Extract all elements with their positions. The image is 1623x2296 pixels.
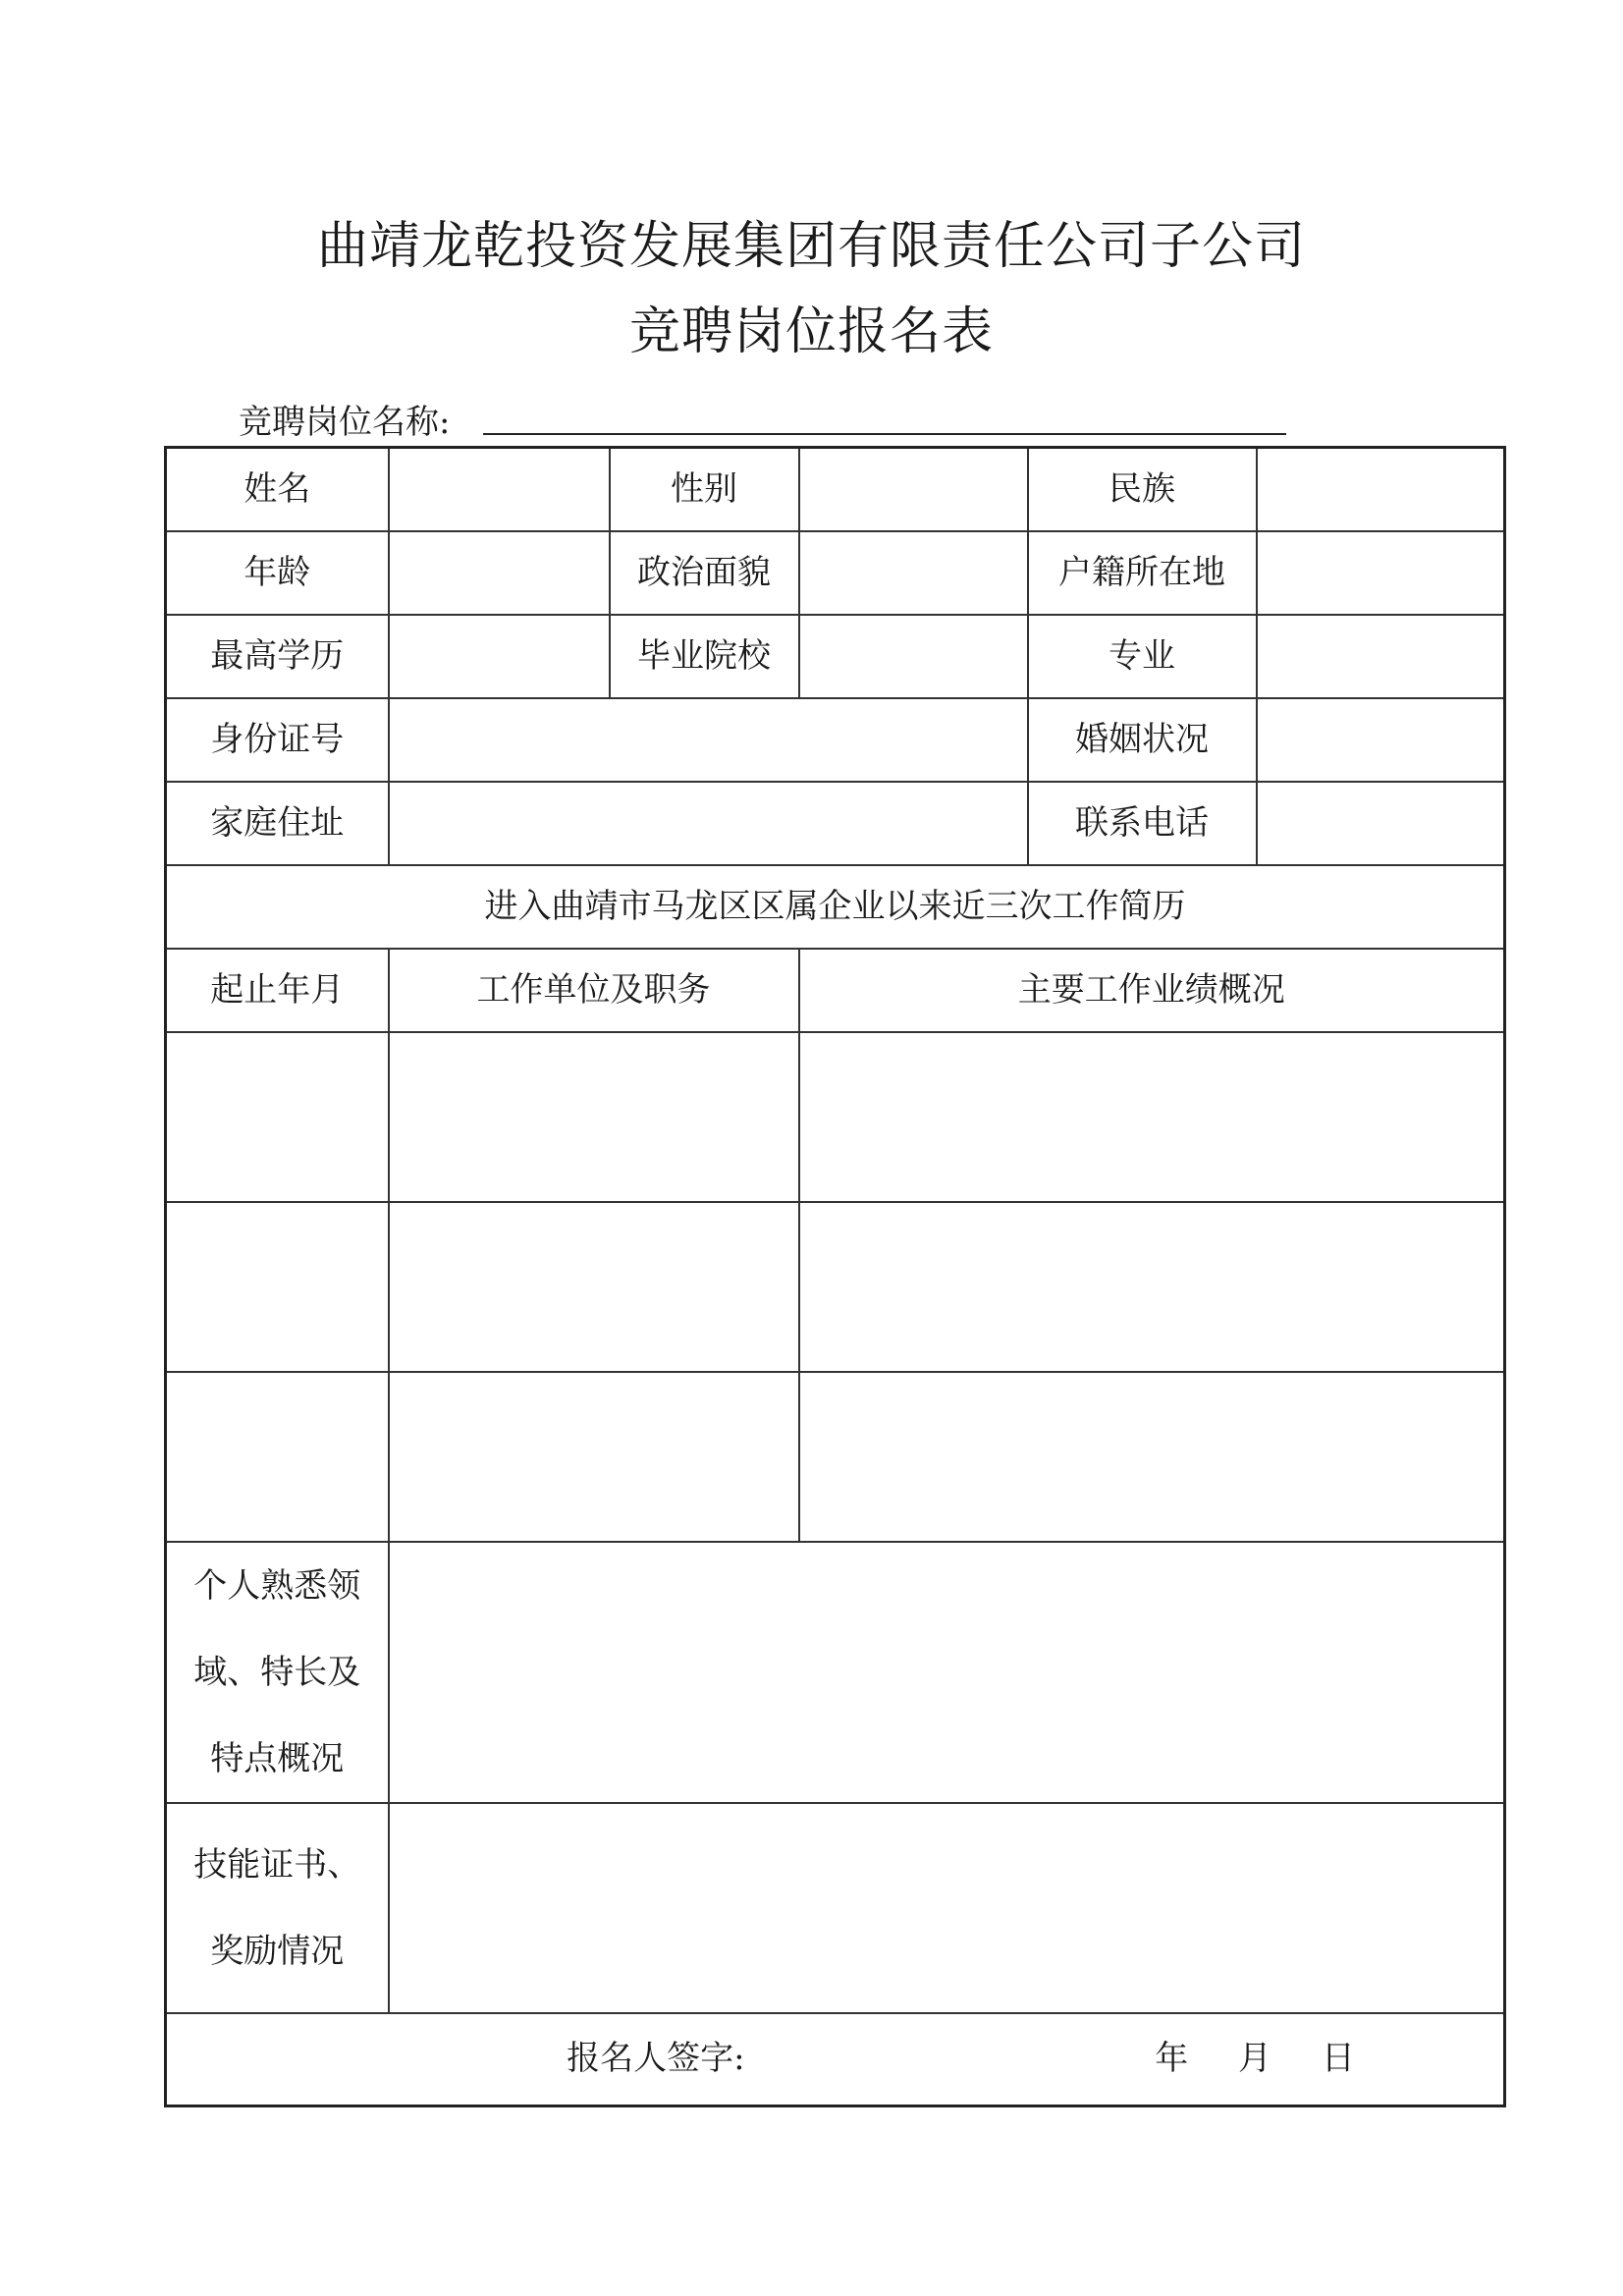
label-certificates bbox=[166, 1803, 389, 2013]
label-specialty-line: 域、特长及 bbox=[193, 1652, 361, 1692]
position-name-label: 竞聘岗位名称: bbox=[239, 403, 451, 442]
field-age[interactable] bbox=[389, 531, 610, 615]
field-work-employer[interactable] bbox=[389, 1202, 799, 1372]
label-certificates-line: 技能证书、 bbox=[193, 1844, 361, 1885]
label-id-number: 身份证号 bbox=[166, 698, 389, 782]
field-political-status[interactable] bbox=[799, 531, 1028, 615]
label-phone: 联系电话 bbox=[1028, 782, 1257, 865]
field-school[interactable] bbox=[799, 615, 1028, 698]
field-work-period[interactable] bbox=[166, 1202, 389, 1372]
field-work-achievements[interactable] bbox=[799, 1032, 1505, 1202]
label-address: 家庭住址 bbox=[166, 782, 389, 865]
row-basic-3 bbox=[166, 615, 1505, 698]
label-specialty-line: 个人熟悉领 bbox=[193, 1565, 361, 1606]
row-basic-4 bbox=[166, 698, 1505, 782]
work-history-row bbox=[166, 1202, 1505, 1372]
row-basic-1 bbox=[166, 448, 1505, 531]
label-household-location: 户籍所在地 bbox=[1028, 531, 1257, 615]
field-work-period[interactable] bbox=[166, 1372, 389, 1542]
field-work-achievements[interactable] bbox=[799, 1372, 1505, 1542]
field-work-period[interactable] bbox=[166, 1032, 389, 1202]
label-school: 毕业院校 bbox=[610, 615, 799, 698]
header-employer-position: 工作单位及职务 bbox=[389, 949, 799, 1032]
signature-label: 报名人签字: bbox=[567, 2039, 745, 2079]
label-ethnicity: 民族 bbox=[1028, 448, 1257, 531]
work-history-row bbox=[166, 1032, 1505, 1202]
row-work-headers bbox=[166, 949, 1505, 1032]
label-specialty bbox=[166, 1542, 389, 1803]
header-achievements: 主要工作业绩概况 bbox=[799, 949, 1505, 1032]
field-household-location[interactable] bbox=[1257, 531, 1505, 615]
field-marital-status[interactable] bbox=[1257, 698, 1505, 782]
label-gender: 性别 bbox=[610, 448, 799, 531]
field-ethnicity[interactable] bbox=[1257, 448, 1505, 531]
row-signature bbox=[166, 2013, 1505, 2106]
field-gender[interactable] bbox=[799, 448, 1028, 531]
signature-cell bbox=[166, 2013, 1505, 2106]
field-specialty[interactable] bbox=[389, 1542, 1505, 1803]
work-history-section-title: 进入曲靖市马龙区区属企业以来近三次工作简历 bbox=[166, 865, 1505, 949]
label-certificates-line: 奖励情况 bbox=[210, 1931, 345, 1971]
label-age: 年龄 bbox=[166, 531, 389, 615]
header-period: 起止年月 bbox=[166, 949, 389, 1032]
application-form-table bbox=[164, 446, 1506, 2107]
field-name[interactable] bbox=[389, 448, 610, 531]
field-address[interactable] bbox=[389, 782, 1028, 865]
form-title-line1: 曲靖龙乾投资发展集团有限责任公司子公司 bbox=[316, 217, 1306, 276]
field-work-achievements[interactable] bbox=[799, 1202, 1505, 1372]
row-work-section-title bbox=[166, 865, 1505, 949]
label-name: 姓名 bbox=[166, 448, 389, 531]
field-major[interactable] bbox=[1257, 615, 1505, 698]
row-basic-5 bbox=[166, 782, 1505, 865]
label-education: 最高学历 bbox=[166, 615, 389, 698]
field-phone[interactable] bbox=[1257, 782, 1505, 865]
row-basic-2 bbox=[166, 531, 1505, 615]
form-title-line2: 竞聘岗位报名表 bbox=[628, 302, 994, 361]
row-specialty bbox=[166, 1542, 1505, 1803]
date-day-label: 日 bbox=[1321, 2039, 1355, 2079]
label-marital-status: 婚姻状况 bbox=[1028, 698, 1257, 782]
date-year-label: 年 bbox=[1155, 2039, 1189, 2079]
field-work-employer[interactable] bbox=[389, 1372, 799, 1542]
position-name-underline bbox=[483, 433, 1286, 435]
work-history-row bbox=[166, 1372, 1505, 1542]
label-major: 专业 bbox=[1028, 615, 1257, 698]
field-education[interactable] bbox=[389, 615, 610, 698]
field-id-number[interactable] bbox=[389, 698, 1028, 782]
date-month-label: 月 bbox=[1238, 2039, 1272, 2079]
label-political-status: 政治面貌 bbox=[610, 531, 799, 615]
label-specialty-line: 特点概况 bbox=[210, 1738, 345, 1778]
field-work-employer[interactable] bbox=[389, 1032, 799, 1202]
field-certificates[interactable] bbox=[389, 1803, 1505, 2013]
row-certificates bbox=[166, 1803, 1505, 2013]
